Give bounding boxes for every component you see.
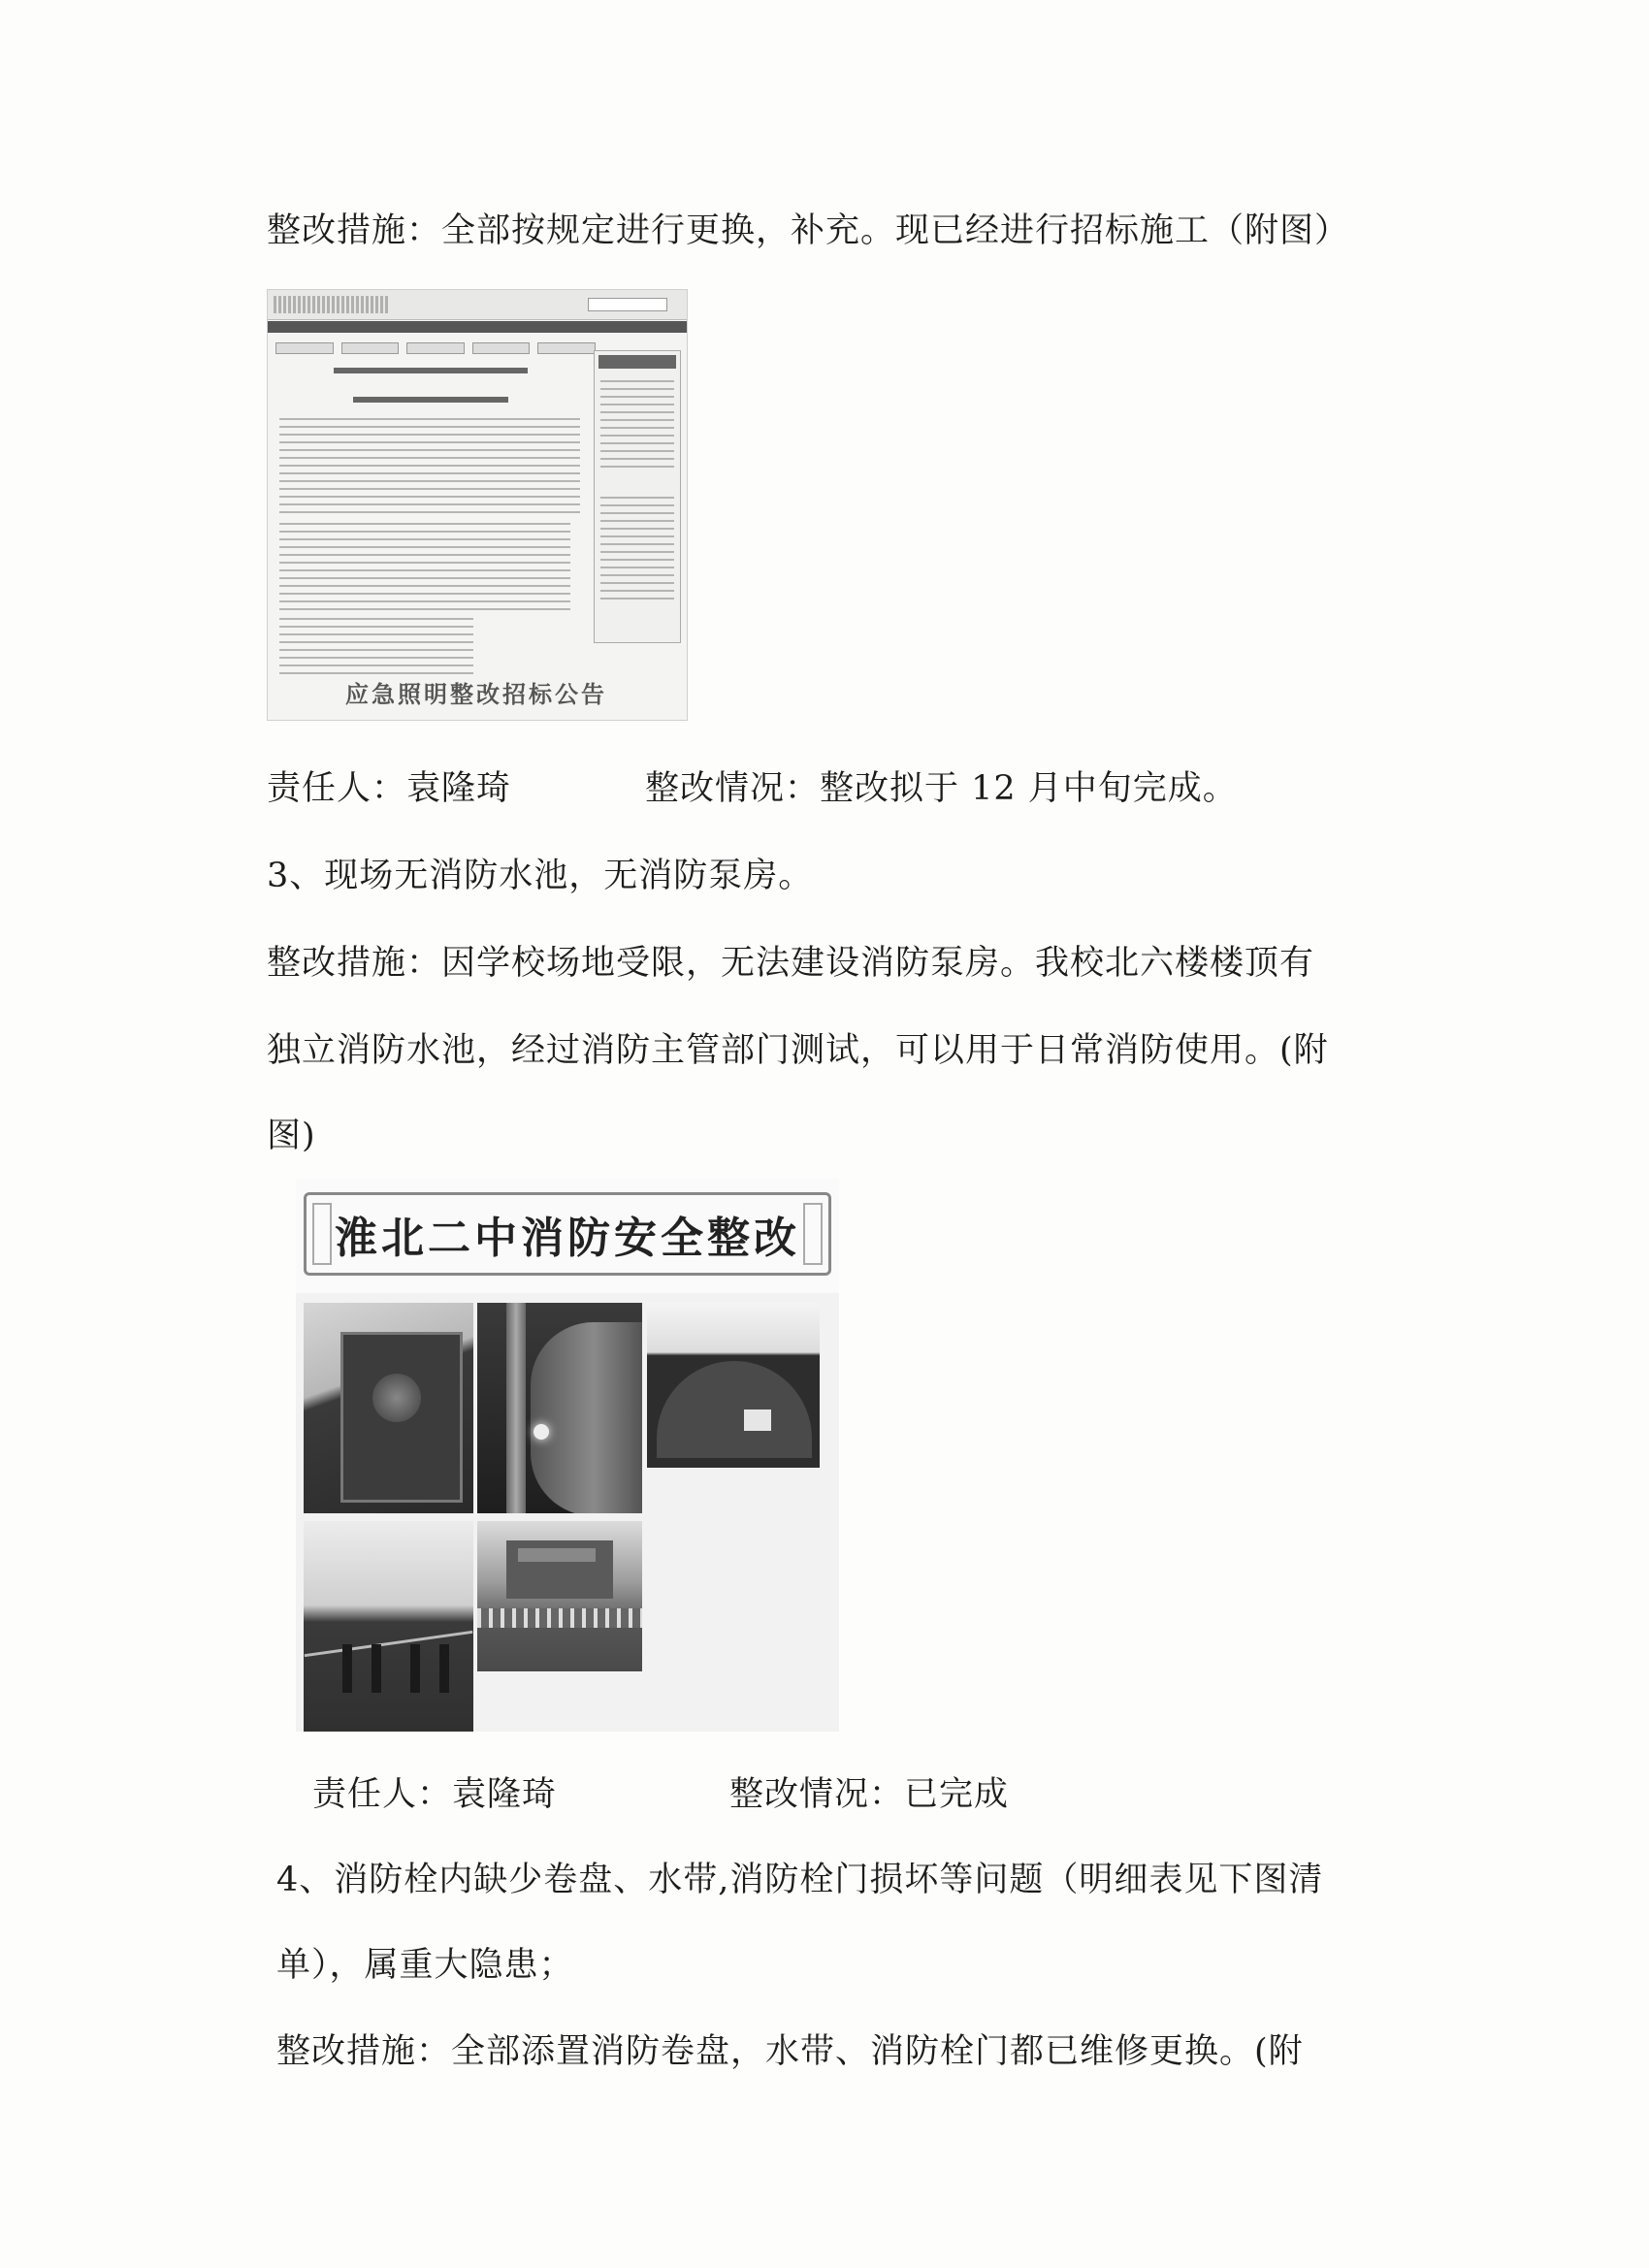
- tender-notice-image: [267, 289, 688, 721]
- responsible-3: 责任人：袁隆琦: [312, 1775, 558, 1814]
- notice-text-block-2: [279, 523, 570, 610]
- notice-title-bar: [334, 368, 528, 373]
- issue-4-line2: 单），属重大隐患；: [276, 1946, 574, 1985]
- issue-3-text: 3、现场无消防水池，无消防泵房。: [267, 857, 814, 895]
- measure-2-text: 整改措施：全部按规定进行更换，补充。现已经进行招标施工（附图）: [267, 211, 1350, 250]
- measure-3-line1: 整改措施：因学校场地受限，无法建设消防泵房。我校北六楼楼顶有: [267, 944, 1315, 983]
- measure-3-line3: 图): [267, 1117, 316, 1155]
- photo-water-pool: [647, 1303, 820, 1468]
- collage-banner: [296, 1179, 839, 1293]
- tender-caption: 应急照明整改招标公告: [345, 681, 607, 708]
- responsible-2: 责任人：袁隆琦: [267, 769, 512, 808]
- status-3: 整改情况：已完成: [729, 1775, 1010, 1814]
- site-nav-bar: [268, 321, 687, 333]
- status-2: 整改情况：整改拟于 12 月中旬完成。: [645, 769, 1238, 808]
- issue-4-line1: 4、消防栓内缺少卷盘、水带,消防栓门损坏等问题（明细表见下图清: [276, 1861, 1324, 1899]
- site-tabs: [275, 342, 596, 354]
- search-box: [588, 298, 667, 311]
- measure-3-line2: 独立消防水池，经过消防主管部门测试，可以用于日常消防使用。(附: [267, 1031, 1329, 1070]
- site-logo: [274, 296, 390, 313]
- photo-fire-drill: [304, 1521, 473, 1732]
- notice-body: [275, 360, 588, 690]
- banner-frame: [304, 1192, 831, 1276]
- notice-sidebar: [594, 350, 681, 643]
- photo-fire-door: [304, 1303, 473, 1513]
- notice-subtitle-bar: [353, 397, 508, 403]
- photo-rooftop: [477, 1521, 642, 1671]
- photo-pump-tank: [477, 1303, 642, 1513]
- site-header: [268, 290, 687, 320]
- fire-safety-collage-image: [296, 1179, 839, 1732]
- measure-4-line1: 整改措施：全部添置消防卷盘，水带、消防栓门都已维修更换。(附: [276, 2032, 1304, 2071]
- notice-text-block-3: [279, 618, 473, 676]
- banner-title: 淮北二中消防安全整改: [335, 1214, 800, 1263]
- notice-text-block-1: [279, 418, 580, 515]
